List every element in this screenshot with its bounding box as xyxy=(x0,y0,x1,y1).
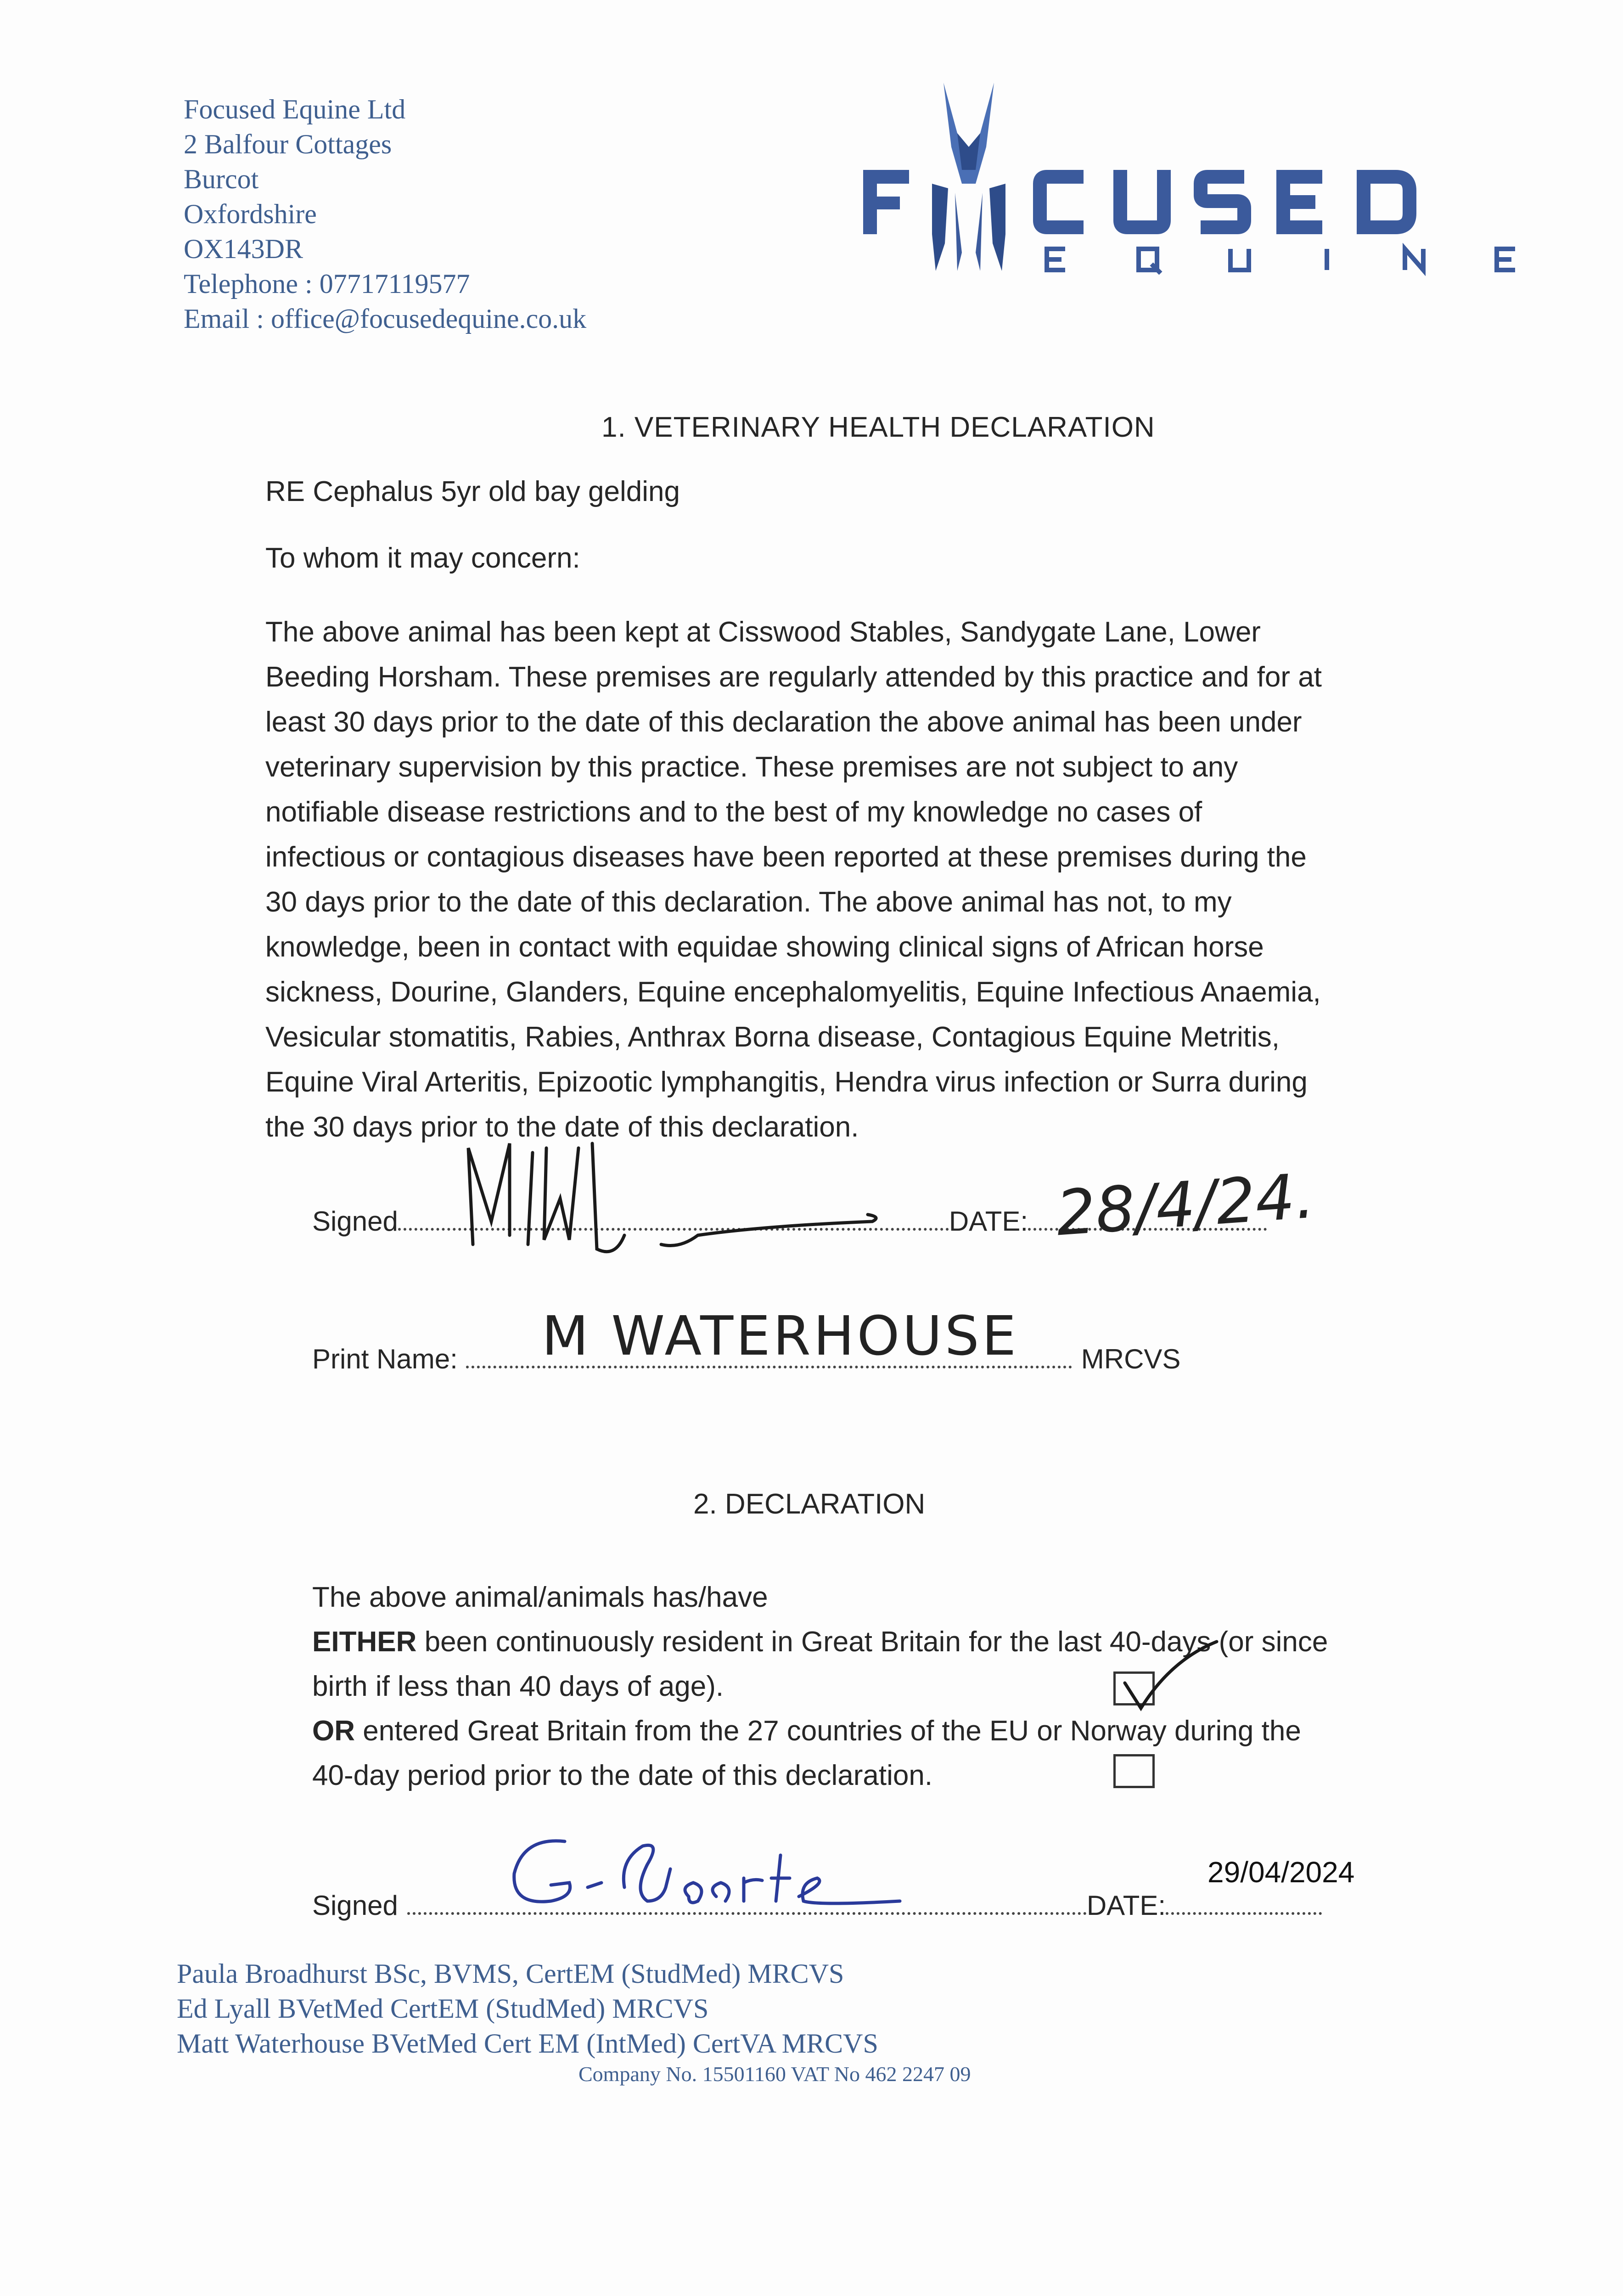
or-line xyxy=(312,1709,1460,1753)
or-text: entered Great Britain from the 27 countries of the EU or Norway during the xyxy=(355,1715,1301,1747)
logo-letters-equine xyxy=(1047,249,1515,273)
either-text: been continuously resident in Great Britain for the last 40-days (or since xyxy=(416,1626,1328,1658)
vet-date-handwritten: 28/4/24. xyxy=(1054,1159,1317,1250)
declaration-intro: The above animal/animals has/have xyxy=(312,1581,768,1613)
horse-head-emblem xyxy=(932,83,1005,271)
letterhead-address xyxy=(184,92,586,336)
date-label: DATE: xyxy=(1086,1890,1166,1921)
footer-staff xyxy=(177,1956,878,2061)
mrcvs-label: MRCVS xyxy=(1081,1344,1181,1374)
owner-signature xyxy=(496,1828,909,1919)
address-line: Oxfordshire xyxy=(184,199,317,229)
staff-line: Paula Broadhurst BSc, BVMS, CertEM (StudMed) MRCVS xyxy=(177,1958,844,1989)
or-keyword: OR xyxy=(312,1715,355,1747)
address-line: OX143DR xyxy=(184,234,303,264)
paragraph-line: Beeding Horsham. These premises are regularly attended by this practice and for at xyxy=(265,661,1322,693)
address-line: Focused Equine Ltd xyxy=(184,94,406,124)
salutation: To whom it may concern: xyxy=(265,542,580,574)
paragraph-line: veterinary supervision by this practice. These premises are not subject to any xyxy=(265,751,1238,783)
checkmark-icon xyxy=(1106,1632,1226,1715)
address-line: 2 Balfour Cottages xyxy=(184,129,392,159)
paragraph-line: infectious or contagious diseases have been reported at these premises during the xyxy=(265,841,1307,873)
vet-signature xyxy=(441,1130,909,1267)
paragraph-line: Vesicular stomatitis, Rabies, Anthrax Borna disease, Contagious Equine Metritis, xyxy=(265,1021,1280,1053)
paragraph-line: notifiable disease restrictions and to the best of my knowledge no cases of xyxy=(265,796,1202,828)
address-line: Telephone : 07717119577 xyxy=(184,269,470,299)
paragraph-line: sickness, Dourine, Glanders, Equine encephalomyelitis, Equine Infectious Anaemia, xyxy=(265,976,1321,1008)
section1-heading: 1. VETERINARY HEALTH DECLARATION xyxy=(601,411,1155,443)
signed-label: Signed xyxy=(312,1206,398,1237)
either-keyword: EITHER xyxy=(312,1626,417,1658)
logo-letter-f xyxy=(863,170,909,234)
signed-label: Signed xyxy=(312,1890,398,1921)
paragraph-line: The above animal has been kept at Cisswood Stables, Sandygate Lane, Lower xyxy=(265,616,1261,648)
paragraph-line: least 30 days prior to the date of this declaration the above animal has been under xyxy=(265,706,1302,738)
residence-declaration xyxy=(312,1575,1460,1798)
paragraph-line: Equine Viral Arteritis, Epizootic lymphangitis, Hendra virus infection or Surra during xyxy=(265,1066,1308,1098)
print-name-handwritten: M WATERHOUSE xyxy=(542,1304,1019,1367)
address-line: Burcot xyxy=(184,164,259,194)
date-label: DATE: xyxy=(949,1206,1028,1237)
focused-equine-logo xyxy=(863,78,1524,285)
re-line: RE Cephalus 5yr old bay gelding xyxy=(265,476,680,507)
staff-line: Ed Lyall BVetMed CertEM (StudMed) MRCVS xyxy=(177,1993,709,2024)
either-line xyxy=(312,1620,1460,1664)
staff-line: Matt Waterhouse BVetMed Cert EM (IntMed) CertVA MRCVS xyxy=(177,2028,878,2059)
paragraph-line: 30 days prior to the date of this declaration. The above animal has not, to my xyxy=(265,886,1232,918)
paragraph-line: knowledge, been in contact with equidae showing clinical signs of African horse xyxy=(265,931,1264,963)
owner-date: 29/04/2024 xyxy=(1207,1856,1355,1889)
address-line: Email : office@focusedequine.co.uk xyxy=(184,304,587,334)
paragraph-line: the 30 days prior to the date of this declaration. xyxy=(265,1111,859,1143)
logo-letters-cused xyxy=(1040,170,1410,227)
or-line-2: 40-day period prior to the date of this declaration. xyxy=(312,1760,933,1791)
either-line-2: birth if less than 40 days of age). xyxy=(312,1671,724,1702)
or-checkbox[interactable] xyxy=(1113,1754,1155,1788)
section2-heading: 2. DECLARATION xyxy=(693,1488,926,1520)
date-line xyxy=(1166,1908,1322,1915)
company-registration: Company No. 15501160 VAT No 462 2247 09 xyxy=(578,2062,971,2086)
print-name-label: Print Name: xyxy=(312,1344,458,1374)
declaration-paragraph xyxy=(265,610,1441,1150)
